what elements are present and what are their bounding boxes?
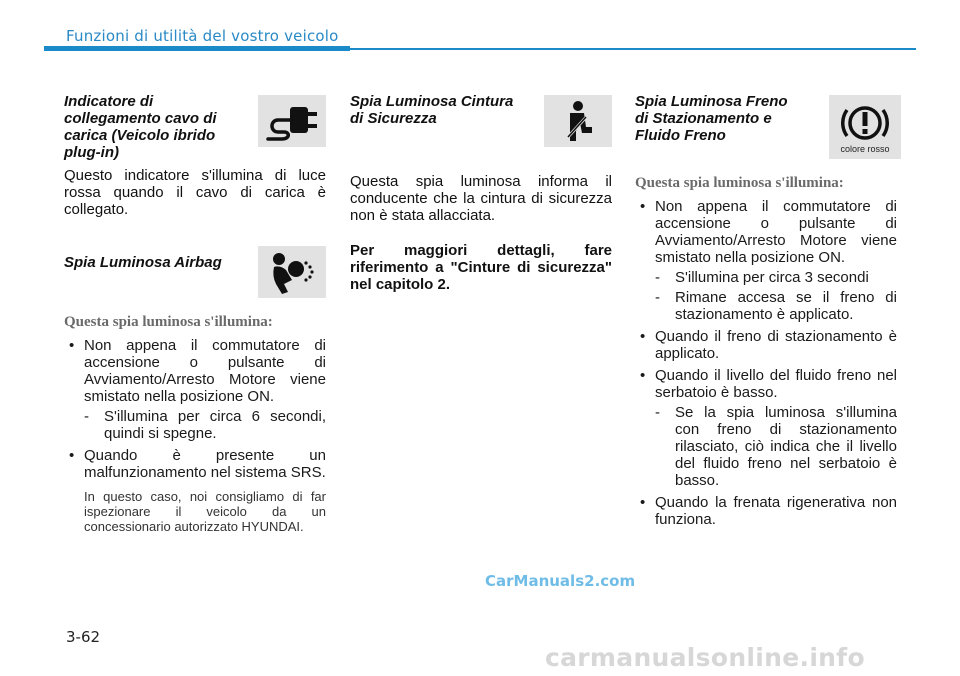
brake-bullet-list [635,198,897,528]
brake-warning-icon [829,95,901,159]
airbag-bullet-2: Quando è presente un malfunzionamento nel sistema SRS. [84,447,326,481]
list-item: - S'illumina per circa 3 secondi [655,269,897,286]
seatbelt-section-header [350,93,612,153]
header-rule-thick [44,46,350,51]
seatbelt-body: Questa spia luminosa informa il conducente che la cintura di sicurezza non è stata allacciata. [350,173,612,224]
brake-title: Spia Luminosa Freno di Stazionamento e Fluido Freno [635,93,788,144]
airbag-note: In questo caso, noi consigliamo di far ispezionare il veicolo da un concessionario autorizzato HYUNDAI. [84,489,326,534]
dash-list [655,404,897,489]
list-item: - Rimane accesa se il freno di stazionamento è applicato. [655,289,897,323]
column-1 [64,93,326,539]
header-rule-thin [350,48,916,50]
list-item: • Quando la frenata rigenerativa non funziona. [635,494,897,528]
dash-list [655,269,897,323]
page-number: 3-62 [66,628,101,646]
brake-bullet-3: Quando il livello del fluido freno nel serbatoio è basso. [655,367,897,401]
brake-icon-caption: colore rosso [840,143,890,154]
seatbelt-ref-link[interactable]: Cinture di sicurezza [457,259,605,276]
watermark-carmanuals2[interactable]: CarManuals2.com [485,572,636,590]
list-item [64,447,326,534]
brake-bullet-1: Non appena il commutatore di accensione o pulsante di Avviamento/Arresto Motore viene smistato nella posizione ON. [655,198,897,266]
column-2 [350,93,612,293]
brake-subhead: Questa spia luminosa s'illumina: [635,175,844,191]
list-item [64,337,326,442]
list-item: - S'illumina per circa 6 secondi, quindi si spegne. [84,408,326,442]
charging-cable-section-header [64,93,326,163]
seatbelt-title: Spia Luminosa Cintura di Sicurezza [350,93,514,127]
airbag-subhead: Questa spia luminosa s'illumina: [64,314,273,330]
airbag-title: Spia Luminosa Airbag [64,254,222,271]
list-item [635,367,897,489]
list-item: - Se la spia luminosa s'illumina con freno di stazionamento rilasciato, ciò indica che il livello del fluido freno nel serbatoio è basso. [655,404,897,489]
dash-list [84,408,326,442]
charging-cable-body: Questo indicatore s'illumina di luce rossa quando il cavo di carica è collegato. [64,167,326,218]
airbag-section-header [64,252,326,308]
seat-belt-warning-icon [544,95,612,147]
seatbelt-reference [350,242,612,293]
list-item [635,198,897,323]
watermark-carmanualsonline[interactable]: carmanualsonline.info [545,643,865,672]
column-3 [635,93,897,533]
airbag-bullet-list [64,337,326,534]
charging-cable-title: Indicatore di collegamento cavo di carica (Veicolo ibrido plug-in) [64,93,217,161]
list-item: • Quando il freno di stazionamento è applicato. [635,328,897,362]
airbag-warning-icon [258,246,326,298]
charging-plug-icon [258,95,326,147]
seatbelt-ref-suffix: " nel capitolo 2. [350,259,612,293]
section-header-title: Funzioni di utilità del vostro veicolo [66,27,339,45]
seatbelt-ref-prefix: Per maggiori dettagli, fare riferimento a " [350,242,612,276]
brake-section-header [635,93,897,163]
airbag-bullet-1: Non appena il commutatore di accensione o pulsante di Avviamento/Arresto Motore viene smistato nella posizione ON. [84,337,326,405]
